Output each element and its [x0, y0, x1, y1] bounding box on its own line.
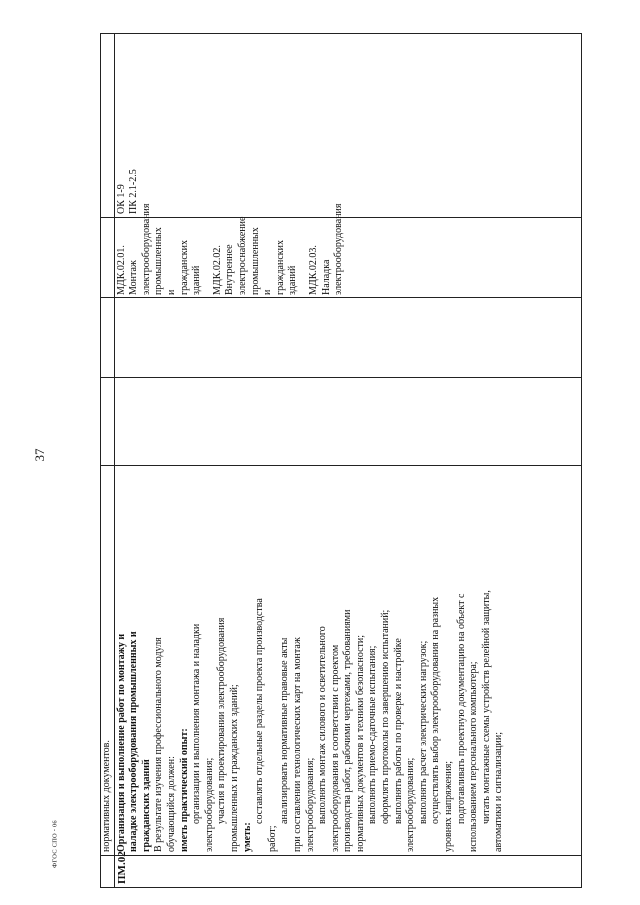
table-row-continuation — [101, 34, 115, 888]
mdk-item-line: промышленных и — [153, 227, 177, 295]
requirement-line: организации и выполнения монтажа и наладки — [191, 623, 203, 824]
requirement-line: производства работ, рабочими чертежами, требованиями — [342, 609, 354, 852]
mdk-item-line: электрооборудования — [140, 203, 152, 295]
requirement-line: обучающийся должен: — [165, 756, 177, 852]
requirement-line: осуществлять выбор электрооборудования на разных — [430, 596, 442, 824]
mdk-item-line: электроснабжение — [236, 216, 248, 295]
module-title-line: гражданских зданий — [140, 759, 152, 852]
module-title — [116, 469, 154, 852]
mdk-item-line: электрооборудования — [333, 203, 345, 295]
mdk-list — [115, 203, 346, 295]
requirement-line: работ; — [266, 825, 278, 852]
requirement-line: уметь: — [241, 822, 253, 852]
cell-empty — [101, 34, 115, 218]
page-number: 37 — [32, 448, 47, 462]
module-content-cell — [114, 466, 581, 856]
mdk-item-line: гражданских зданий — [178, 240, 203, 295]
mdk-spacer — [300, 221, 308, 295]
competency-ok: ОК 1-9 — [115, 184, 127, 214]
mdk-item — [307, 203, 346, 295]
rotated-table-container — [100, 34, 582, 888]
cell-empty — [114, 298, 581, 378]
requirement-line: электрооборудования; — [405, 757, 417, 852]
requirement-line: нормативных документов и техники безопасности; — [354, 634, 366, 852]
requirement-line: составлять отдельные разделы проекта производства — [254, 598, 266, 824]
cell-empty — [101, 378, 115, 466]
cell-empty — [101, 856, 115, 888]
requirement-line: промышленных и гражданских зданий; — [228, 684, 240, 852]
requirement-line: оформлять протоколы по завершению испытаний; — [380, 609, 392, 824]
mdk-spacer — [204, 221, 212, 295]
footer-code: ФГОС СПО - 06 — [51, 820, 59, 868]
mdk-cell — [114, 203, 581, 298]
mdk-item-line: МДК.02.03. Наладка — [307, 245, 332, 295]
requirement-line: выполнять работы по проверке и настройке — [392, 638, 404, 824]
module-requirements — [153, 469, 506, 852]
cell-empty — [101, 218, 115, 298]
mdk-item — [115, 203, 204, 295]
module-title-line: Организация и выполнение работ по монтажу и — [115, 633, 127, 852]
competencies-cell — [114, 34, 581, 218]
requirement-line: при составлении технологических карт на монтаж — [291, 637, 303, 852]
mdk-item-line: Внутреннее — [224, 244, 236, 295]
requirement-line: участия в проектировании электрооборудования — [216, 617, 228, 824]
requirement-line: анализировать нормативные правовые акты — [279, 637, 291, 824]
requirement-line: выполнять монтаж силового и осветительного — [317, 626, 329, 824]
mdk-item-line: МДК.02.01. Монтаж — [115, 245, 140, 295]
table-row-pm02 — [114, 34, 581, 888]
cell-empty — [101, 298, 115, 378]
requirement-line: использованием персонального компьютера; — [468, 661, 480, 852]
mdk-item-line: МДК.02.02. — [211, 245, 223, 295]
cell-empty — [114, 378, 581, 466]
requirement-line: подготавливать проектную документацию на объект с — [455, 593, 467, 824]
requirement-line: электрооборудования в соответствии с проектом — [329, 644, 341, 852]
requirement-line: выполнять расчет электрических нагрузок; — [417, 640, 429, 824]
curriculum-table-frame — [100, 34, 582, 888]
requirement-line: иметь практический опыт: — [178, 728, 190, 852]
mdk-item — [211, 216, 300, 295]
requirement-line: электрооборудования; — [203, 757, 215, 852]
competency-pk: ПК 2.1-2.5 — [128, 169, 140, 214]
cell-continuation-text: нормативных документов. — [101, 466, 115, 856]
requirement-line: уровнях напряжения; — [443, 760, 455, 852]
requirement-line: читать монтажные схемы устройств релейной защиты, — [480, 590, 492, 824]
module-code-cell: ПМ.02 — [114, 856, 581, 888]
requirement-line: электрооборудования; — [304, 757, 316, 852]
requirement-line: выполнять приемо-сдаточные испытания; — [367, 645, 379, 824]
requirement-line: В результате изучения профессионального модуля — [153, 637, 165, 852]
curriculum-table — [100, 33, 582, 888]
requirement-line: автоматики и сигнализации; — [493, 731, 505, 852]
mdk-item-line: промышленных и — [249, 227, 274, 295]
module-title-line: наладке электрооборудования промышленных и — [128, 631, 140, 852]
mdk-item-line: гражданских зданий — [274, 240, 299, 295]
